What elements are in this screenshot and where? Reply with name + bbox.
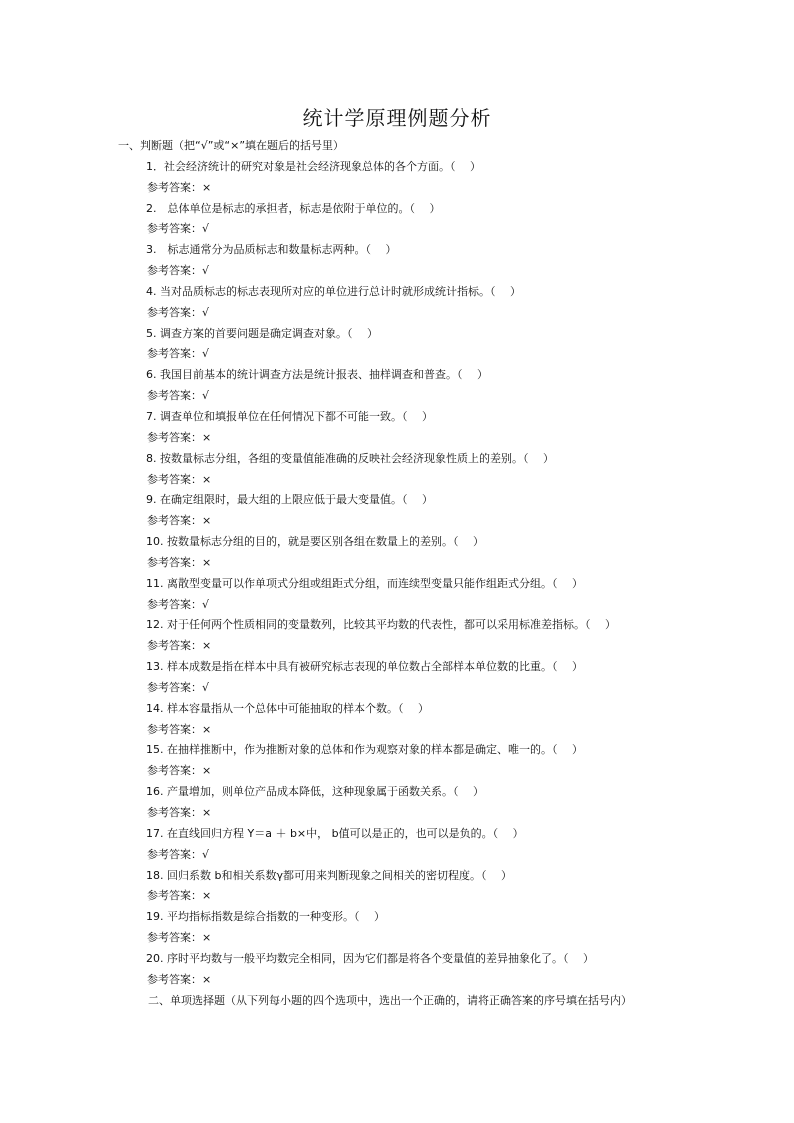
answer-8 (0, 470, 794, 491)
question-19: 19. 平均指标指数是综合指数的一种变形。（ ） (146, 910, 385, 924)
question-12: 12. 对于任何两个性质相同的变量数列，比较其平均数的代表性，都可以采用标准差指标。（ ） (146, 618, 616, 632)
answer-7 (0, 428, 794, 449)
answer-11 (0, 595, 794, 616)
answer-label: 参考答案： (147, 264, 202, 278)
answer-label: 参考答案： (147, 555, 202, 569)
answer-value: × (202, 430, 212, 444)
answer-value: × (202, 722, 212, 736)
answer-12 (0, 636, 794, 657)
answer-label: 参考答案： (147, 389, 202, 403)
answer-10 (0, 553, 794, 574)
answer-9 (0, 511, 794, 532)
question-4: 4. 当对品质标志的标志表现所对应的单位进行总计时就形成统计指标。（ ） (146, 284, 521, 298)
answer-value: × (202, 472, 212, 486)
answer-value: √ (202, 847, 210, 861)
answer-value: × (202, 889, 212, 903)
answer-label: 参考答案： (147, 722, 202, 736)
question-8: 8. 按数量标志分组，各组的变量值能准确的反映社会经济现象性质上的差别。（ ） (146, 451, 554, 465)
answer-label: 参考答案： (147, 180, 202, 194)
answer-6 (0, 386, 794, 407)
answer-4 (0, 303, 794, 324)
answer-1 (0, 178, 794, 199)
question-7: 7. 调查单位和填报单位在任何情况下都不可能一致。（ ） (146, 409, 433, 423)
answer-label: 参考答案： (147, 680, 202, 694)
document-body (0, 136, 794, 1011)
answer-label: 参考答案： (147, 931, 202, 945)
answer-value: √ (202, 347, 210, 361)
answer-value: × (202, 806, 212, 819)
section-heading-single-choice: 二、单项选择题（从下列每小题的四个选项中，选出一个正确的，请将正确答案的序号填在括号内） (148, 993, 632, 1007)
page-title: 统计学原理例题分析 (302, 106, 492, 130)
answer-3 (0, 261, 794, 282)
question-16: 16. 产量增加，则单位产品成本降低，这种现象属于函数关系。（ ） (146, 785, 484, 799)
answer-label: 参考答案： (147, 514, 202, 528)
answer-16 (0, 803, 794, 824)
question-2: 2. 总体单位是标志的承担者，标志是依附于单位的。（ ） (146, 201, 441, 215)
question-6: 6. 我国目前基本的统计调查方法是统计报表、抽样调查和普查。（ ） (146, 368, 488, 382)
question-10: 10. 按数量标志分组的目的，就是要区别各组在数量上的差别。（ ） (146, 535, 484, 549)
question-15: 15. 在抽样推断中，作为推断对象的总体和作为观察对象的样本都是确定、唯一的。（ ） (146, 743, 583, 757)
answer-value: × (202, 514, 212, 528)
answer-label: 参考答案： (147, 222, 202, 236)
answer-label: 参考答案： (147, 305, 202, 319)
answer-label: 参考答案： (147, 806, 202, 819)
answer-value: × (202, 764, 212, 778)
answer-value: √ (202, 305, 210, 319)
answer-label: 参考答案： (147, 639, 202, 653)
answer-13 (0, 678, 794, 699)
answer-17 (0, 845, 794, 866)
answer-value: × (202, 555, 212, 569)
answer-value: √ (202, 222, 210, 236)
answer-value: × (202, 931, 212, 945)
answer-value: √ (202, 264, 210, 278)
question-3: 3. 标志通常分为品质标志和数量标志两种。（ ） (146, 243, 397, 257)
answer-value: × (202, 180, 212, 194)
answer-15 (0, 761, 794, 782)
question-13: 13. 样本成数是指在样本中具有被研究标志表现的单位数占全部样本单位数的比重。（ ） (146, 660, 583, 674)
answer-14 (0, 720, 794, 741)
answer-value: × (202, 972, 212, 986)
answer-18 (0, 886, 794, 907)
answer-5 (0, 344, 794, 365)
answer-value: √ (202, 680, 210, 694)
question-18: 18. 回归系数 b和相关系数γ都可用来判断现象之间相关的密切程度。（ ） (146, 868, 512, 882)
question-14: 14. 样本容量指从一个总体中可能抽取的样本个数。（ ） (146, 701, 429, 715)
answer-2 (0, 219, 794, 240)
answer-value: × (202, 639, 212, 653)
answer-value: √ (202, 597, 210, 611)
answer-label: 参考答案： (147, 972, 202, 986)
answer-label: 参考答案： (147, 764, 202, 778)
answer-label: 参考答案： (147, 472, 202, 486)
answer-label: 参考答案： (147, 847, 202, 861)
question-17: 17. 在直线回归方程 Y＝a ＋ b×中， b值可以是正的，也可以是负的。（ ） (146, 826, 524, 840)
section-heading-true-false: 一、判断题（把“√”或“×”填在题后的括号里） (118, 139, 345, 152)
question-20: 20. 序时平均数与一般平均数完全相同，因为它们都是将各个变量值的差异抽象化了。（ ） (146, 951, 594, 965)
answer-label: 参考答案： (147, 347, 202, 361)
answer-20 (0, 970, 794, 991)
question-11: 11. 离散型变量可以作单项式分组或组距式分组，而连续型变量只能作组距式分组。（ ） (146, 576, 583, 590)
answer-label: 参考答案： (147, 597, 202, 611)
answer-label: 参考答案： (147, 430, 202, 444)
question-1: 1．社会经济统计的研究对象是社会经济现象总体的各个方面。（ ） (146, 159, 481, 173)
answer-19 (0, 928, 794, 949)
answer-value: √ (202, 389, 210, 403)
answer-label: 参考答案： (147, 889, 202, 903)
question-5: 5. 调查方案的首要问题是确定调查对象。（ ） (146, 326, 378, 340)
question-9: 9. 在确定组限时，最大组的上限应低于最大变量值。（ ） (146, 493, 433, 507)
